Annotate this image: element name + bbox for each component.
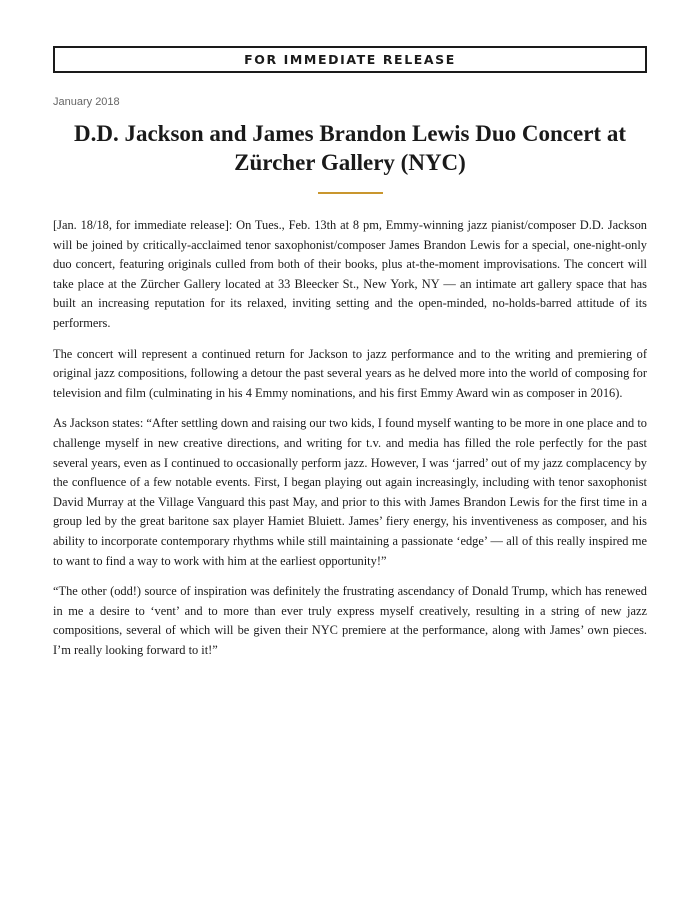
paragraph-3: As Jackson states: “After settling down and raising our two kids, I found myself wanting to be more in one place and to challenge myself in new creative directions, and writing for t.v. and media has filled the role perfectly for the past several years, even as I continued to occasionally perform jazz. However, I was ‘jarred’ out of my jazz complacency by the confluence of a few notable events. First, I began playing out again increasingly, including with tenor saxophonist David Murray at the Village Vanguard this past May, and prior to this with James Brandon Lewis for the first time in a group led by the great baritone sax player Hamiet Bluiett. James’ fiery energy, his inventiveness as composer, and his ability to incorporate contemporary rhythms while still maintaining a passionate ‘edge’ — all of this really inspired me to want to find a way to work with him at the earliest opportunity!” bbox=[53, 416, 647, 568]
paragraph-1: [Jan. 18/18, for immediate release]: On Tues., Feb. 13th at 8 pm, Emmy-winning jazz pianist/composer D.D. Jackson will be joined by critically-acclaimed tenor saxophonist/composer James Brandon Lewis for a special, one-night-only duo concert, featuring originals culled from both of their books, plus at-the-moment improvisations. The concert will take place at the Zürcher Gallery located at 33 Bleecker St., New York, NY — an intimate art gallery space that has built an increasing reputation for its relaxed, inviting setting and the open-minded, no-holds-barred attitude of its performers. bbox=[53, 218, 647, 330]
headline-line-1: D.D. Jackson and James Brandon Lewis Duo Concert at bbox=[73, 121, 627, 146]
release-date: January 2018 bbox=[53, 96, 120, 108]
paragraph-4: “The other (odd!) source of inspiration was definitely the frustrating ascendancy of Donald Trump, which has renewed in me a desire to ‘vent’ and to more than ever truly express myself creatively, resulting in a string of new jazz compositions, several of which will be given their NYC premiere at the performance, along with James’ own pieces. I’m really looking forward to it!” bbox=[53, 584, 647, 657]
release-banner: FOR IMMEDIATE RELEASE bbox=[53, 46, 647, 73]
paragraph-2: The concert will represent a continued return for Jackson to jazz performance and to the writing and premiering of original jazz compositions, following a detour the past several years as he delved more into the world of composing for television and film (culminating in his 4 Emmy nominations, and his first Emmy Award win as composer in 2016). bbox=[53, 346, 647, 400]
article-body bbox=[53, 216, 647, 660]
headline bbox=[53, 119, 647, 177]
accent-divider bbox=[318, 192, 383, 194]
press-release-page bbox=[53, 46, 647, 671]
headline-line-2: Zürcher Gallery (NYC) bbox=[234, 150, 466, 175]
